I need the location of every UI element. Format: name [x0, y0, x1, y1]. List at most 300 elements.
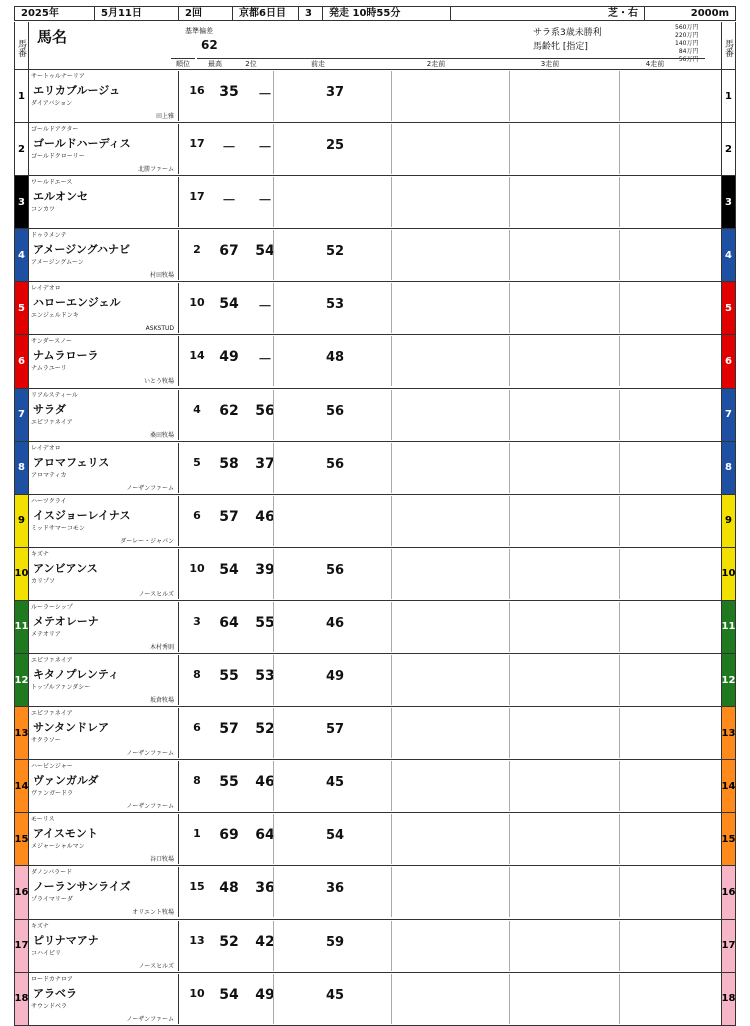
- horse-row: [15, 920, 735, 973]
- horse-row: [15, 442, 735, 495]
- past-race-3: [509, 655, 627, 705]
- horse-info: [31, 177, 179, 227]
- umaban-right: 14: [721, 760, 735, 812]
- breeder: ノースヒルズ: [138, 962, 174, 970]
- dam: トップルファンダシー: [31, 684, 91, 692]
- past1-index: 52: [326, 244, 345, 260]
- best-index: 35: [219, 84, 239, 100]
- horse-name[interactable]: ノーランサンライズ: [33, 880, 131, 894]
- rank: 17: [189, 190, 205, 204]
- past1-index: 56: [326, 456, 345, 472]
- sire: レイデオロ: [31, 285, 61, 293]
- sire: ゴールドアクター: [31, 126, 79, 134]
- col-jun: 順位: [171, 58, 195, 69]
- past-race-3: [509, 230, 627, 280]
- sire: レイデオロ: [31, 444, 61, 452]
- rank: 14: [189, 349, 205, 363]
- umaban-right: 6: [721, 335, 735, 387]
- sire: サートゥルナーリア: [31, 73, 85, 80]
- breeder: ノーザンファーム: [126, 1015, 174, 1023]
- horse-info: [31, 283, 179, 333]
- past-race-3: [509, 71, 627, 121]
- umaban-right: 4: [721, 229, 735, 281]
- past-race-4: [619, 602, 719, 652]
- best-index: 52: [219, 933, 239, 950]
- horse-name[interactable]: ヴァンガルダ: [33, 774, 99, 788]
- kijun-value: 62: [201, 38, 218, 52]
- dam: ミッドサマーコモン: [31, 524, 85, 532]
- dam: メジャーシャルマン: [31, 843, 85, 851]
- past-race-2: [391, 921, 509, 971]
- best-index: 55: [219, 774, 239, 791]
- past-race-1: [273, 814, 391, 864]
- past1-index: 59: [326, 934, 345, 950]
- umaban-right: 9: [721, 495, 735, 547]
- best-index: 64: [219, 614, 239, 631]
- rank: 2: [193, 243, 201, 257]
- horse-info: [31, 124, 179, 174]
- col-saiko: 最高: [197, 58, 233, 69]
- umaban-left: 18: [15, 973, 29, 1025]
- past-race-4: [619, 336, 719, 386]
- second-index: 39: [255, 561, 275, 578]
- best-index: 48: [219, 880, 239, 897]
- best-index: 55: [219, 668, 239, 685]
- rank: 6: [193, 721, 201, 735]
- rank: 4: [193, 402, 201, 416]
- best-index: 62: [219, 402, 239, 419]
- umaban-right: 8: [721, 442, 735, 494]
- past-race-4: [619, 177, 719, 227]
- horse-table: [14, 70, 736, 1026]
- breeder: 桑田牧場: [149, 431, 174, 439]
- breeder: ノーザンファーム: [126, 750, 174, 758]
- past-race-1: [273, 974, 391, 1024]
- past-race-2: [391, 655, 509, 705]
- sire: ダノンバラード: [31, 869, 73, 877]
- second-index: －: [258, 299, 272, 316]
- dam: アメージングムーン: [31, 259, 84, 267]
- year: 2025年: [15, 7, 95, 20]
- horse-name[interactable]: メテオレーナ: [33, 614, 99, 628]
- sire: キズナ: [31, 550, 49, 558]
- horse-name[interactable]: ゴールドハーディス: [33, 137, 131, 151]
- past1-index: 45: [326, 775, 345, 791]
- umaban-right: 15: [721, 813, 735, 865]
- horse-info: [31, 71, 179, 121]
- umaban-right: 10: [721, 548, 735, 600]
- umaban-right: 12: [721, 654, 735, 706]
- second-index: －: [258, 87, 272, 103]
- start-time: 発走 10時55分: [323, 7, 451, 20]
- past-race-1: [273, 230, 391, 280]
- breeder: 木村秀則: [149, 643, 174, 651]
- past-race-1: [273, 867, 391, 917]
- horse-name[interactable]: サンタンドレア: [33, 721, 110, 735]
- past-race-2: [391, 496, 509, 546]
- race-title: サラ系3歳未勝利 馬齢牝 [指定]: [533, 28, 602, 52]
- horse-row: [15, 813, 735, 866]
- horse-row: [15, 229, 735, 282]
- past-race-2: [391, 390, 509, 440]
- horse-row: [15, 973, 735, 1026]
- umaban-left: 1: [15, 70, 29, 122]
- horse-name[interactable]: エリカブルージュ: [33, 84, 121, 97]
- second-index: －: [258, 193, 272, 210]
- past-race-3: [509, 708, 627, 758]
- best-index: 58: [219, 455, 239, 472]
- second-index: －: [258, 352, 272, 369]
- horse-row: [15, 176, 735, 229]
- past-race-2: [391, 814, 509, 864]
- past-race-1: [273, 655, 391, 705]
- umaban-left: 15: [15, 813, 29, 865]
- second-index: 64: [255, 827, 275, 844]
- past-race-2: [391, 336, 509, 386]
- past-race-4: [619, 496, 719, 546]
- past1-index: 56: [326, 562, 345, 578]
- breeder: ノースヒルズ: [138, 590, 174, 598]
- past-race-4: [619, 283, 719, 333]
- distance: 2000m: [690, 8, 729, 19]
- horse-name[interactable]: サラダ: [33, 402, 66, 416]
- past-race-1: [273, 708, 391, 758]
- horse-row: [15, 282, 735, 335]
- horse-row: [15, 760, 735, 813]
- past-race-2: [391, 974, 509, 1024]
- sire: ワールドエース: [31, 179, 73, 187]
- umaban-left: 6: [15, 335, 29, 387]
- bamei-label: 馬名: [37, 28, 68, 46]
- horse-name[interactable]: キタノプレンティ: [33, 668, 119, 682]
- past1-index: 56: [326, 403, 345, 419]
- umaban-left: 4: [15, 229, 29, 281]
- rank: 10: [189, 296, 205, 310]
- horse-info: [31, 602, 179, 652]
- umaban-right: 11: [721, 601, 735, 653]
- horse-name[interactable]: アラベラ: [33, 986, 77, 1000]
- past-race-2: [391, 761, 509, 811]
- col-4ago: 4走前: [605, 58, 705, 69]
- dam: エピファネイア: [31, 418, 73, 426]
- past-race-1: [273, 921, 391, 971]
- past-race-3: [509, 974, 627, 1024]
- horse-info: [31, 496, 179, 546]
- second-index: －: [258, 140, 272, 157]
- date: 5月11日: [95, 7, 179, 20]
- horse-info: [31, 761, 179, 811]
- umaban-left: 12: [15, 654, 29, 706]
- best-index: 54: [219, 296, 239, 313]
- horse-row: [15, 707, 735, 760]
- horse-name[interactable]: アロマフェリス: [33, 455, 110, 469]
- horse-info: [31, 921, 179, 971]
- past-race-4: [619, 549, 719, 599]
- breeder: 谷口牧場: [149, 856, 174, 864]
- dam: カリプソ: [31, 577, 56, 585]
- dam: メテオリア: [31, 630, 61, 638]
- breeder: 村田牧場: [149, 272, 174, 280]
- umaban-left: 14: [15, 760, 29, 812]
- past-race-4: [619, 230, 719, 280]
- dam: コハイピリ: [31, 949, 62, 957]
- race-header: [14, 6, 736, 21]
- prize-list: 560万円 220万円 140万円 84万円 56万円: [675, 24, 699, 63]
- best-index: －: [222, 193, 236, 210]
- sire: リアルスティール: [31, 391, 78, 399]
- past-race-2: [391, 230, 509, 280]
- breeder: ASKSTUD: [145, 325, 174, 333]
- umaban-left: 16: [15, 866, 29, 918]
- breeder: ノーザンファーム: [126, 803, 174, 811]
- past-race-4: [619, 124, 719, 174]
- past-race-1: [273, 549, 391, 599]
- dam: アロマティカ: [31, 471, 67, 479]
- breeder: オリエント牧場: [132, 909, 174, 917]
- past1-index: 25: [326, 138, 345, 154]
- dam: サウンドベラ: [31, 1002, 68, 1010]
- horse-info: [31, 336, 179, 386]
- second-index: 55: [255, 614, 275, 631]
- horse-name[interactable]: エルオンセ: [33, 190, 88, 204]
- race-number: 3: [299, 7, 323, 20]
- horse-info: [31, 443, 179, 493]
- horse-row: [15, 123, 735, 176]
- rank: 3: [193, 614, 201, 628]
- best-index: 49: [219, 349, 239, 366]
- sire: モーリス: [31, 816, 55, 824]
- best-index: 57: [219, 508, 239, 525]
- past-race-3: [509, 867, 627, 917]
- past-race-2: [391, 443, 509, 493]
- horse-row: [15, 866, 735, 919]
- kijun-label: 基準偏差: [185, 27, 213, 35]
- past-race-1: [273, 71, 391, 121]
- past-race-1: [273, 283, 391, 333]
- horse-info: [31, 814, 179, 864]
- past1-index: 36: [326, 881, 345, 897]
- horse-row: [15, 548, 735, 601]
- past-race-4: [619, 708, 719, 758]
- rank: 1: [193, 827, 201, 841]
- horse-info: [31, 708, 179, 758]
- sire: ハービンジャー: [31, 763, 73, 771]
- umaban-right: 2: [721, 123, 735, 175]
- rank: 6: [193, 508, 201, 522]
- past1-index: 48: [326, 350, 345, 366]
- horse-name[interactable]: ハローエンジェル: [33, 296, 121, 310]
- horse-row: [15, 495, 735, 548]
- second-index: 37: [255, 455, 275, 472]
- best-index: 54: [219, 986, 239, 1003]
- second-index: 53: [255, 668, 275, 685]
- course: 京都6日目: [233, 7, 299, 20]
- past1-index: 54: [326, 828, 345, 844]
- past-race-3: [509, 336, 627, 386]
- umaban-left: 11: [15, 601, 29, 653]
- rank: 8: [193, 774, 201, 788]
- breeder: ダーレー・ジャパン: [120, 537, 174, 545]
- umaban-right: 7: [721, 389, 735, 441]
- rank: 8: [193, 668, 201, 682]
- past-race-2: [391, 283, 509, 333]
- horse-name[interactable]: イスジョーレイナス: [33, 508, 131, 522]
- past-race-3: [509, 602, 627, 652]
- col-second: 2位: [233, 58, 269, 69]
- past-race-1: [273, 602, 391, 652]
- past-race-4: [619, 390, 719, 440]
- past-race-1: [273, 124, 391, 174]
- umaban-right: 13: [721, 707, 735, 759]
- past-race-3: [509, 549, 627, 599]
- past-race-4: [619, 974, 719, 1024]
- dam: コンカツ: [31, 206, 56, 214]
- horse-row: [15, 335, 735, 388]
- best-index: 54: [219, 561, 239, 578]
- surface: 芝・右: [451, 7, 645, 20]
- past-race-1: [273, 336, 391, 386]
- sire: ハーツクライ: [31, 497, 67, 505]
- past-race-3: [509, 921, 627, 971]
- dam: ヴァンガードラ: [31, 790, 73, 798]
- past-race-4: [619, 761, 719, 811]
- breeder: 坂倉牧場: [149, 697, 174, 705]
- past-race-3: [509, 761, 627, 811]
- dam: サクラソー: [31, 737, 61, 745]
- col-2ago: 2走前: [377, 58, 495, 69]
- horse-info: [31, 230, 179, 280]
- past1-index: 45: [326, 987, 345, 1003]
- horse-info: [31, 867, 179, 917]
- horse-info: [31, 655, 179, 705]
- best-index: －: [222, 140, 236, 157]
- rank: 5: [193, 455, 201, 469]
- umaban-right: 5: [721, 282, 735, 334]
- breeder: いとう牧場: [143, 378, 174, 386]
- past-race-1: [273, 390, 391, 440]
- umaban-right: 16: [721, 866, 735, 918]
- breeder: 田上雅: [155, 113, 174, 120]
- past-race-4: [619, 814, 719, 864]
- past-race-3: [509, 283, 627, 333]
- second-index: 49: [255, 986, 275, 1003]
- horse-name[interactable]: アイスモント: [33, 827, 98, 841]
- sire: ドゥラメンテ: [31, 232, 67, 240]
- past-race-4: [619, 655, 719, 705]
- column-header: [14, 22, 736, 70]
- umaban-right: 3: [721, 176, 735, 228]
- second-index: 36: [255, 880, 275, 897]
- past-race-3: [509, 814, 627, 864]
- umaban-right: 1: [721, 70, 735, 122]
- past-race-2: [391, 602, 509, 652]
- past-race-2: [391, 177, 509, 227]
- horse-row: [15, 654, 735, 707]
- horse-name[interactable]: アメージングハナビ: [33, 243, 130, 257]
- horse-info: [31, 549, 179, 599]
- horse-info: [31, 974, 179, 1024]
- past1-index: 37: [326, 85, 345, 100]
- second-index: 52: [255, 721, 275, 738]
- sire: ルーラーシップ: [31, 603, 73, 611]
- past-race-3: [509, 390, 627, 440]
- past-race-2: [391, 867, 509, 917]
- sire: ロードカナロア: [31, 975, 73, 983]
- past-race-2: [391, 124, 509, 174]
- second-index: 54: [255, 243, 275, 260]
- past-race-3: [509, 124, 627, 174]
- horse-name[interactable]: ナムラローラ: [33, 349, 99, 363]
- umaban-right: 17: [721, 920, 735, 972]
- best-index: 67: [219, 243, 239, 260]
- umaban-left: 2: [15, 123, 29, 175]
- umaban-left: 8: [15, 442, 29, 494]
- dam: ナムラユーリ: [31, 365, 67, 373]
- horse-name[interactable]: ピリナマアナ: [33, 933, 99, 947]
- horse-row: [15, 389, 735, 442]
- umaban-left: 3: [15, 176, 29, 228]
- horse-info: [31, 390, 179, 440]
- past-race-4: [619, 443, 719, 493]
- rank: 16: [189, 84, 205, 97]
- umaban-left: 7: [15, 389, 29, 441]
- kai: 2回: [179, 7, 233, 20]
- rank: 13: [189, 933, 205, 947]
- rank: 17: [189, 137, 205, 151]
- rank: 15: [189, 880, 205, 894]
- umaban-left: 13: [15, 707, 29, 759]
- past-race-1: [273, 496, 391, 546]
- horse-row: [15, 70, 735, 123]
- past1-index: 57: [326, 722, 345, 738]
- dam: エンジェルドンキ: [31, 312, 79, 320]
- past-race-4: [619, 921, 719, 971]
- past-race-3: [509, 496, 627, 546]
- rank: 10: [189, 986, 205, 1000]
- sire: エピファネイア: [31, 710, 73, 718]
- col-3ago: 3走前: [495, 58, 605, 69]
- umaban-left: 17: [15, 920, 29, 972]
- umaban-left: 5: [15, 282, 29, 334]
- umaban-left: 9: [15, 495, 29, 547]
- horse-name[interactable]: アンビアンス: [33, 561, 98, 575]
- past-race-2: [391, 708, 509, 758]
- rank: 10: [189, 561, 205, 575]
- sire: サンダースノー: [31, 338, 72, 346]
- past-race-1: [273, 443, 391, 493]
- past-race-2: [391, 549, 509, 599]
- umaban-left: 10: [15, 548, 29, 600]
- sire: エピファネイア: [31, 657, 73, 665]
- past1-index: 46: [326, 615, 345, 631]
- second-index: 42: [255, 933, 275, 950]
- horse-row: [15, 601, 735, 654]
- dam: ゴールドクローリー: [31, 153, 85, 161]
- past-race-2: [391, 71, 509, 121]
- second-index: 46: [255, 508, 275, 525]
- past-race-3: [509, 443, 627, 493]
- past-race-4: [619, 71, 719, 121]
- umaban-right: 18: [721, 973, 735, 1025]
- breeder: 北勝ファーム: [138, 166, 174, 174]
- breeder: ノーザンファーム: [126, 484, 174, 492]
- second-index: 46: [255, 774, 275, 791]
- dam: ダイアバション: [31, 100, 73, 107]
- best-index: 57: [219, 721, 239, 738]
- umaban-label: 馬番: [15, 22, 29, 69]
- col-zensou: 前走: [259, 58, 377, 69]
- second-index: 56: [255, 402, 275, 419]
